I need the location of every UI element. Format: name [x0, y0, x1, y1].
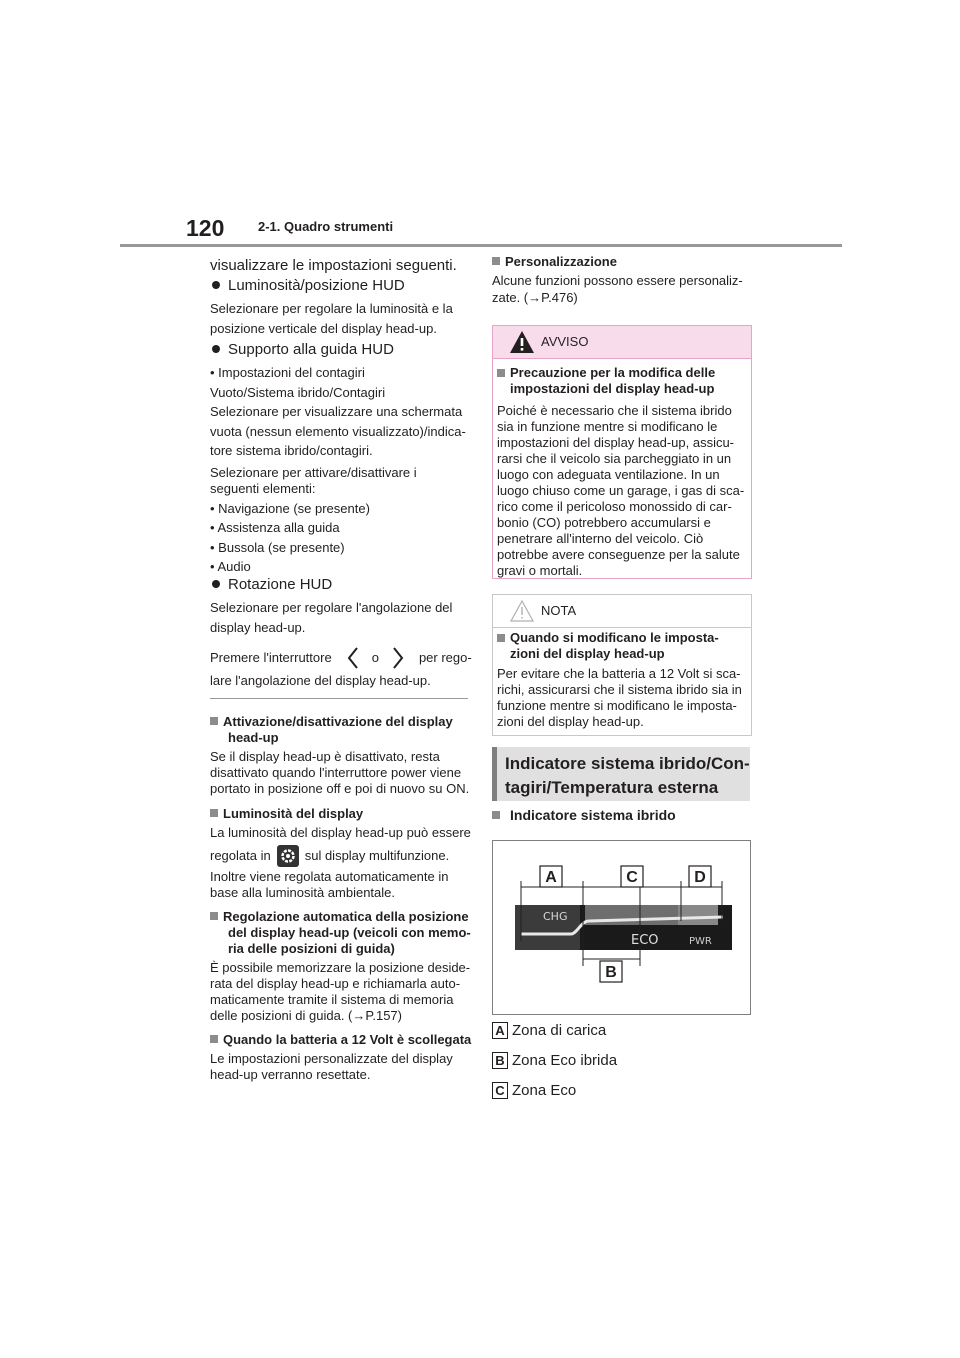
list-item: • Bussola (se presente): [210, 540, 345, 555]
square-bullet-icon: [492, 257, 500, 265]
s2-heading-text: Luminosità del display: [223, 806, 364, 821]
p-heading-text: Personalizzazione: [505, 254, 617, 269]
bullet-dot-icon: [212, 281, 220, 289]
list-item: • Audio: [210, 559, 251, 574]
subheading-indicatore: [492, 807, 676, 823]
s4-text2: head-up verranno resettate.: [210, 1067, 371, 1082]
bullet-luminosita: [210, 277, 405, 295]
b2-line1: Vuoto/Sistema ibrido/Contagiri: [210, 385, 386, 400]
page-number: 120: [186, 215, 225, 241]
s4-text1: Le impostazioni personalizzate del display: [210, 1051, 453, 1066]
note-heading-l1: Quando si modificano le imposta-: [510, 630, 719, 645]
warning-line: penetrare all'interno del veicolo. Ciò: [497, 531, 704, 546]
square-bullet-icon: [210, 809, 218, 817]
label-d: D: [694, 869, 706, 886]
s2-heading: [210, 806, 363, 822]
b3-text-o: o: [371, 650, 379, 665]
legend-item-a: [492, 1022, 606, 1039]
legend-item-c: [492, 1082, 576, 1099]
b2-line4: tore sistema ibrido/contagiri.: [210, 443, 373, 458]
list-item: • Assistenza alla guida: [210, 520, 340, 535]
s3-text1: È possibile memorizzare la posizione deside-: [210, 960, 471, 975]
intro-text: visualizzare le impostazioni seguenti.: [210, 257, 457, 274]
s3-text3: maticamente tramite il sistema di memoria: [210, 992, 454, 1007]
s2-text4: base alla luminosità ambientale.: [210, 885, 395, 900]
subheading-text: Indicatore sistema ibrido: [510, 807, 676, 823]
s1-heading-l2: head-up: [228, 730, 279, 745]
chevron-left-icon: [346, 646, 360, 670]
warning-line: luogo chiuso come un garage, i gas di sca-: [497, 483, 745, 498]
header-rule: [120, 244, 842, 247]
s2-text2b: sul display multifunzione.: [304, 848, 450, 863]
bullet-dot-icon: [212, 580, 220, 588]
hybrid-indicator-diagram: [493, 841, 750, 1014]
s3-heading-l1: Regolazione automatica della posizione: [223, 909, 469, 924]
s1-heading-l1: Attivazione/disattivazione del display: [223, 714, 453, 729]
square-bullet-icon: [210, 912, 218, 920]
warning-line: Poiché è necessario che il sistema ibrido: [497, 403, 732, 418]
personalizzazione-heading: [492, 254, 617, 270]
section-title-l2: tagiri/Temperatura esterna: [505, 778, 719, 797]
warning-line: luogo con adeguata ventilazione. In un: [497, 467, 720, 482]
warning-header: [493, 326, 751, 359]
caution-triangle-icon: [509, 599, 535, 623]
warning-heading-l2: impostazioni del display head-up: [510, 381, 715, 396]
square-bullet-icon: [492, 811, 500, 819]
gear-icon: [277, 845, 299, 867]
bullet-dot-icon: [212, 345, 220, 353]
b1-line1: Selezionare per regolare la luminosità e la: [210, 301, 453, 316]
b3-line1: Selezionare per regolare l'angolazione del: [210, 600, 453, 615]
warning-line: sia in funzione mentre si modificano le: [497, 419, 718, 434]
note-heading: [497, 630, 747, 662]
s4-heading: [210, 1032, 471, 1048]
b3-line2: display head-up.: [210, 620, 306, 635]
s3-text2: rata del display head-up e richiamarla auto-: [210, 976, 461, 991]
warning-line: gravi o mortali.: [497, 563, 583, 578]
s3-heading-l2: del display head-up (veicoli con memo-: [228, 925, 471, 940]
b1-line2: posizione verticale del display head-up.: [210, 321, 437, 336]
warning-line: rarsi che il veicolo sia parcheggiato in un: [497, 451, 732, 466]
p-text1: Alcune funzioni possono essere personaliz-: [492, 273, 743, 288]
legend-text: Zona Eco ibrida: [512, 1052, 618, 1069]
warning-heading-l1: Precauzione per la modifica delle: [510, 365, 716, 380]
section-title-l1: Indicatore sistema ibrido/Con-: [505, 754, 750, 773]
note-line: zioni del display head-up.: [497, 714, 644, 729]
label-c: C: [626, 869, 638, 886]
s3-text4: delle posizioni di guida. (→P.157): [210, 1008, 402, 1023]
legend-key: A: [492, 1022, 508, 1039]
s3-heading-l3: ria delle posizioni di guida): [228, 941, 395, 956]
note-label: NOTA: [541, 603, 577, 618]
b3-text-a: Premere l'interruttore: [210, 650, 332, 665]
b3-line4: lare l'angolazione del display head-up.: [210, 673, 431, 688]
square-bullet-icon: [497, 369, 505, 377]
s2-text2: [210, 845, 449, 867]
s2-text2a: regolata in: [210, 848, 271, 863]
warning-box: [492, 325, 752, 579]
s1-text3: portato in posizione off e poi di nuovo su ON.: [210, 781, 470, 796]
bullet-title: Supporto alla guida HUD: [228, 341, 394, 358]
bullet-supporto: [210, 341, 394, 359]
section-heading: [492, 747, 750, 801]
eco-label: ECO: [631, 933, 659, 948]
section-title: [505, 753, 750, 799]
note-box: [492, 594, 752, 736]
s1-text2: disattivato quando l'interruttore power viene: [210, 765, 462, 780]
warning-line: rico come il pericoloso monossido di car-: [497, 499, 732, 514]
s1-text1: Se il display head-up è disattivato, resta: [210, 749, 440, 764]
warning-line: bonio (CO) potrebbero accumularsi e: [497, 515, 711, 530]
b3-line3: [210, 646, 472, 670]
pwr-zone: [678, 905, 718, 925]
s1-heading: [210, 714, 453, 730]
square-bullet-icon: [497, 634, 505, 642]
hybrid-indicator-figure: [492, 840, 751, 1015]
square-bullet-icon: [210, 1035, 218, 1043]
b3-text-b: per rego-: [418, 650, 472, 665]
warning-heading: [497, 365, 747, 397]
warning-triangle-icon: [509, 330, 535, 354]
note-body: [497, 666, 747, 730]
bullet-title: Luminosità/posizione HUD: [228, 277, 405, 294]
legend-key: B: [492, 1052, 508, 1069]
chevron-right-icon: [391, 646, 405, 670]
note-heading-l2: zioni del display head-up: [510, 646, 665, 661]
s2-text3: Inoltre viene regolata automaticamente in: [210, 869, 449, 884]
divider: [210, 698, 468, 699]
b2-line2: Selezionare per visualizzare una schermata: [210, 404, 463, 419]
pwr-label: PWR: [689, 936, 712, 947]
note-line: funzione mentre si modificano le imposta-: [497, 698, 737, 713]
label-b: B: [605, 964, 617, 981]
warning-label: AVVISO: [541, 334, 589, 349]
warning-body: [497, 403, 747, 579]
legend-item-b: [492, 1052, 617, 1069]
chapter-title: 2-1. Quadro strumenti: [258, 219, 394, 234]
p-text2: zate. (→P.476): [492, 290, 578, 305]
legend-text: Zona Eco: [512, 1082, 577, 1099]
s4-heading-text: Quando la batteria a 12 Volt è scollegata: [223, 1032, 472, 1047]
bullet-title: Rotazione HUD: [228, 576, 333, 593]
b2-sub: • Impostazioni del contagiri: [210, 365, 365, 380]
b2-line3: vuota (nessun elemento visualizzato)/indica-: [210, 424, 466, 439]
label-a: A: [545, 869, 557, 886]
s3-heading: [210, 909, 469, 925]
legend-text: Zona di carica: [512, 1022, 607, 1039]
note-header: [493, 595, 751, 628]
square-bullet-icon: [210, 717, 218, 725]
chg-label: CHG: [543, 910, 568, 923]
warning-line: potrebbe avere conseguenze per la salute: [497, 547, 740, 562]
b2-line6: seguenti elementi:: [210, 481, 316, 496]
note-line: richi, assicurarsi che il sistema ibrido sia in: [497, 682, 742, 697]
warning-line: impostazioni del display head-up, assicu-: [497, 435, 735, 450]
legend-key: C: [492, 1082, 508, 1099]
s2-text1: La luminosità del display head-up può essere: [210, 825, 471, 840]
note-line: Per evitare che la batteria a 12 Volt si sca-: [497, 666, 741, 681]
b2-line5: Selezionare per attivare/disattivare i: [210, 465, 417, 480]
list-item: • Navigazione (se presente): [210, 501, 370, 516]
bullet-rotazione: [210, 576, 332, 594]
